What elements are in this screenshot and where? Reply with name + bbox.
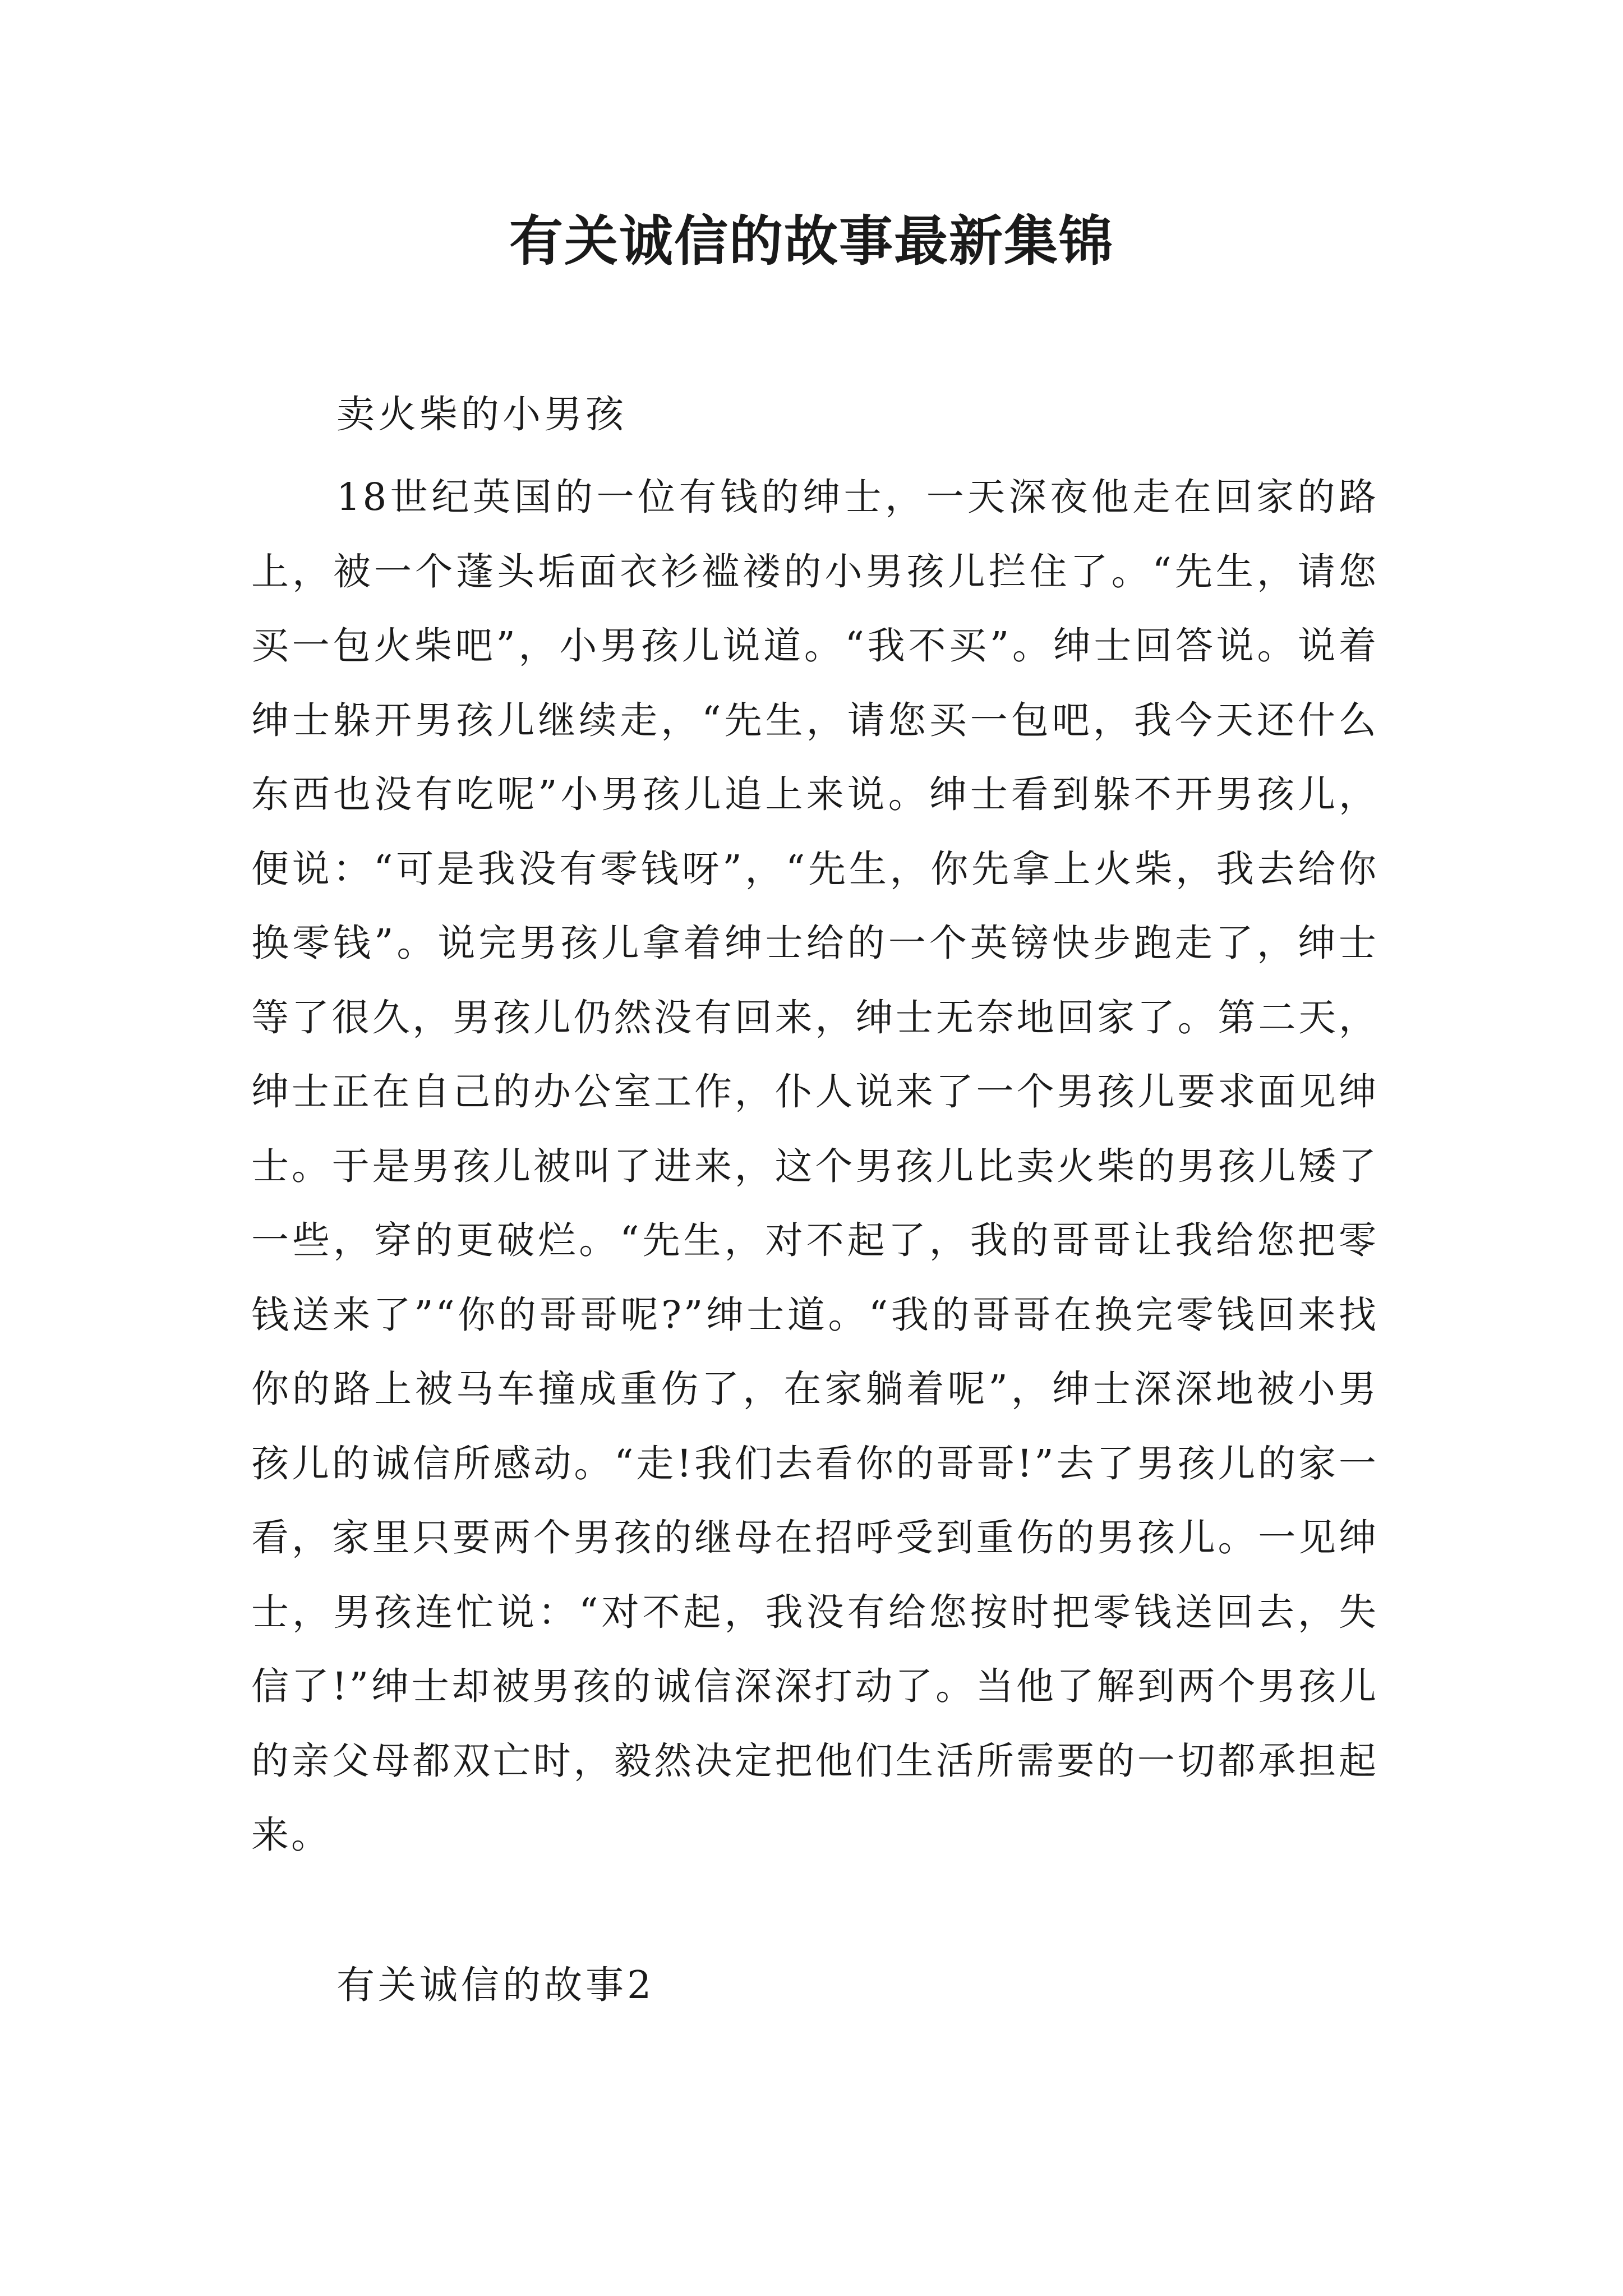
section-heading: 卖火柴的小男孩 (336, 393, 628, 437)
story-paragraph: 18世纪英国的一位有钱的绅士，一天深夜他走在回家的路上，被一个蓬头垢面衣衫褴褛的小男孩儿拦住了。“先生，请您买一包火柴吧”，小男孩儿说道。“我不买”。绅士回答说。说着绅士躲开男孩儿继续走，“先生，请您买一包吧，我今天还什么东西也没有吃呢”小男孩儿追上来说。绅士看到躲不开男孩儿，便说：“可是我没有零钱呀”，“先生，你先拿上火柴，我去给你换零钱”。说完男孩儿拿着绅士给的一个英镑快步跑走了，绅士等了很久，男孩儿仍然没有回来，绅士无奈地回家了。第二天，绅士正在自己的办公室工作，仆人说来了一个男孩儿要求面见绅士。于是男孩儿被叫了进来，这个男孩儿比卖火柴的男孩儿矮了一些，穿的更破烂。“先生，对不起了，我的哥哥让我给您把零钱送来了”“你的哥哥呢?”绅士道。“我的哥哥在换完零钱回来找你的路上被马车撞成重伤了，在家躺着呢”，绅士深深地被小男孩儿的诚信所感动。“走!我们去看你的哥哥!”去了男孩儿的家一看，家里只要两个男孩的继母在招呼受到重伤的男孩儿。一见绅士，男孩连忙说：“对不起，我没有给您按时把零钱送回去，失信了!”绅士却被男孩的诚信深深打动了。当他了解到两个男孩儿的亲父母都双亡时，毅然决定把他们生活所需要的一切都承担起来。 (251, 475, 1378, 1857)
section-heading: 有关诚信的故事2 (336, 1963, 655, 2008)
document-title: 有关诚信的故事最新集锦 (509, 209, 1114, 273)
